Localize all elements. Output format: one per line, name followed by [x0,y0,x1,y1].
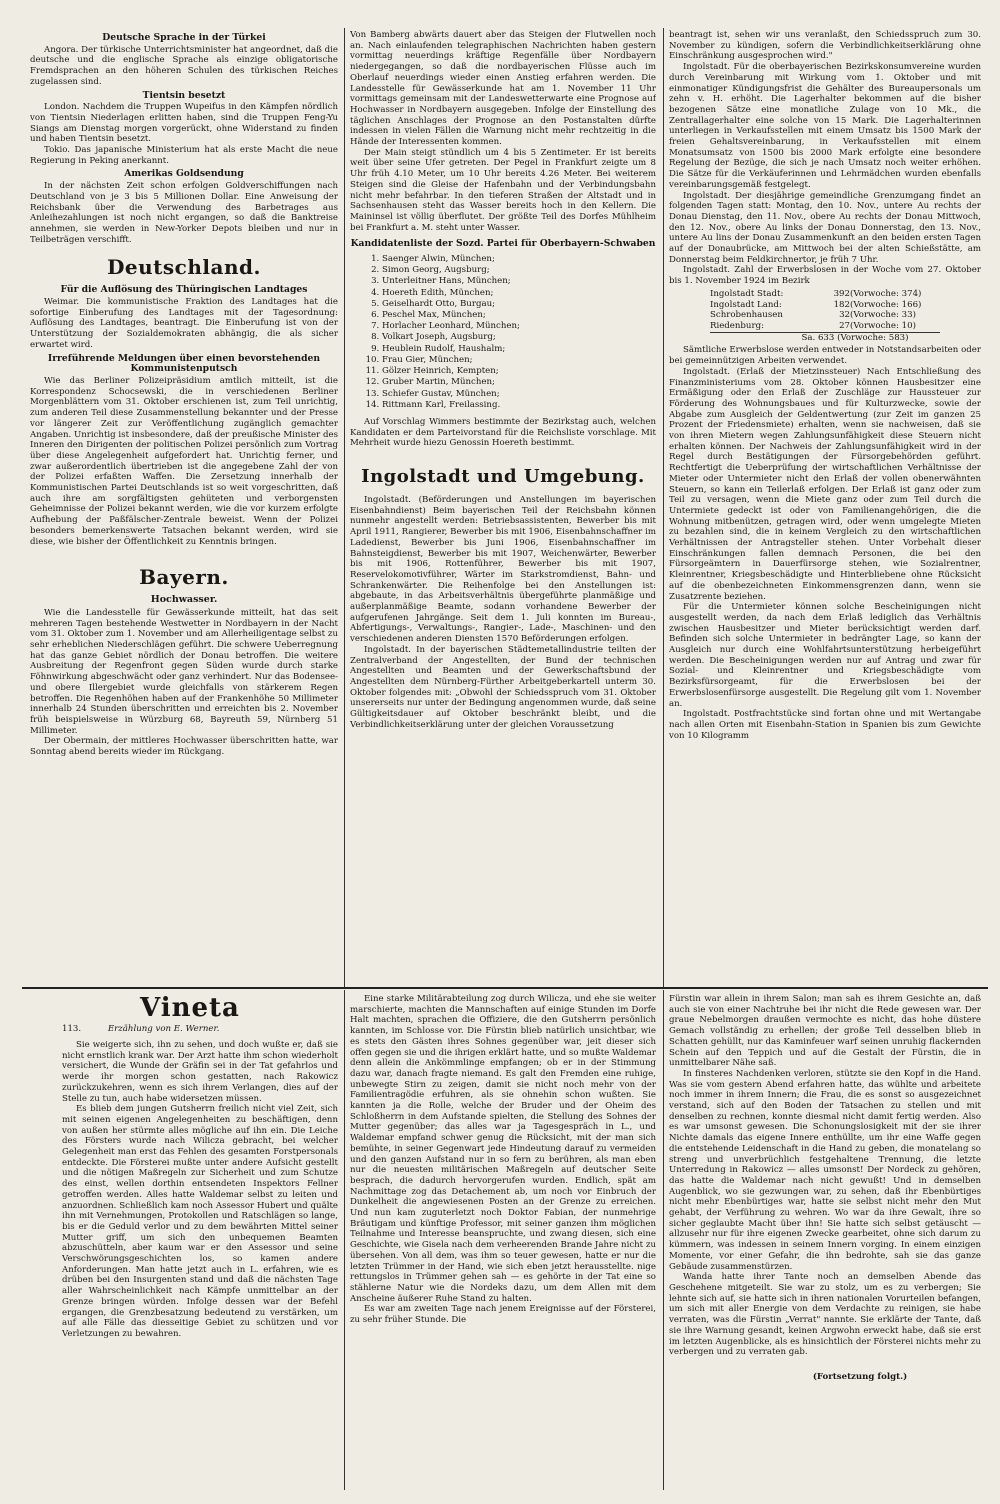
article-ingolstadt-2: Ingolstadt. In der bayerischen Städtemetallindustrie teilten der Zentralverband der Angestellten, der Bund der technischen Angestellten und Beamten und der Gewerkschaftsbund der Angestellten dem Nürnberg-Fürther Arbeitgeberkartell unterm 30. Oktober folgendes mit: „Obwohl der Schiedsspruch vom 31. Oktober unsererseits nur unter der Bedingung angenommen wurde, daß seine Gültigkeitsdauer auf Oktober beschränkt bleibt, und die Verbindlichkeitserklärung unter der gleichen Voraussetzung [350,644,656,730]
section-divider [22,987,988,989]
serial-number: 113. [62,1024,82,1034]
list-item: 7. Horlacher Leonhard, München; [382,321,656,332]
article-tokio: Tokio. Das japanische Ministerium hat als erste Macht die neue Regierung in Peking anerkannt. [30,145,338,166]
serial-column-2 [350,994,656,1494]
column-rule-4 [663,990,664,1490]
list-item: 1. Saenger Alwin, München; [382,254,656,265]
serial-paragraph-5: Fürstin war allein in ihrem Salon; man sah es ihrem Gesichte an, daß auch sie von einer Nachtruhe bei ihr nicht die Rede gewesen war. Der graue Nebelmorgen draußen vermochte es nicht, das hohe düstere Gemach vollständig zu erhellen; der große Teil desselben blieb in Schatten gehüllt, nur das Kaminfeuer warf seinen unruhig flackernden Schein auf den Teppich und auf die Gestalt der Fürstin, die in unmittelbarer Nähe saß. [669,994,981,1069]
serial-paragraph-7: Wanda hatte ihrer Tante noch an demselben Abende das Geschehene mitgeteilt. Sie war zu stolz, um es zu verbergen; Sie lehnte sich auf, sie hatte sich in ihren nationalen Vorurteilen befangen, um sich mit aller Energie von dem Verdachte zu reinigen, sie habe verraten, was die Fürstin „Verrat" nannte. Sie erklärte der Tante, daß sie ihre Warnung gesandt, keinen Argwohn erweckt habe, daß sie erst im letzten Augenblicke, als es hinsichtlich der Försterei nichts mehr zu verbergen und zu verraten gab. [669,1272,981,1358]
table-row: Ingolstadt Land: 182 (Vorwoche: 166) [710,299,922,310]
serial-paragraph-2: Es blieb dem jungen Gutsherrn freilich nicht viel Zeit, sich mit seinen eigenen Angelegenheiten zu beschäftigen, denn von außen her stürmte alles mögliche auf ihn ein. Die Leiche des Försters wurde nach Wilicza gebracht, bei welcher Gelegenheit man erst das Fehlen des gesamten Forstpersonals entdeckte. Die Försterei mußte unter andere Aufsicht gestellt und die nötigen Maßregeln zur Sicherheit und zum Schutze des einst, wellen dorthin entsendeten Inspektors Fellner getroffen werden. Alles hatte Waldemar selbst zu leiten und anzuordnen. Schließlich kam noch Assessor Hubert und quälte ihn mit Vernehmungen, Protokollen und Ratschlägen so lange, bis er die Geduld verlor und zu dem bewährten Mittel seiner Mutter griff, um sich den unbequemen Beamten abzuschütteln, aber kaum war er den Assessor und seine Verschwörungsgeschichten los, so kamen andere Anforderungen. Man hatte jetzt auch in L. erfahren, wie es drüben bei den Insurgenten stand und daß die nächsten Tage aller Wahrscheinlichkeit nach Kämpfe unmittelbar an der Grenze bringen würden. Infolge dessen war der Befehl ergangen, die Grenzbesatzung bedeutend zu verstärken, um auf alle Fälle das diesseitige Gebiet zu schützen und vor Verletzungen zu bewahren. [62,1104,338,1339]
serial-paragraph-3: Eine starke Militärabteilung zog durch Wilicza, und ehe sie weiter marschierte, machten die Mannschaften auf einige Stunden im Dorfe Halt machten, sprachen die Offiziere, die den Gutsherrn persönlich kannten, im Schlosse vor. Die Fürstin blieb natürlich unsichtbar, wie es stets den Gästen ihres Sohnes gegenüber war, jeit dieser sich offen gegen sie und die ihrigen erklärt hatte, und so mußte Waldemar denn allein die Ankömmlinge empfangen; ob er in der Stimmung dazu war, danach fragte niemand. Es galt den Fremden eine ruhige, unbewegte Stirn zu zeigen, damit sie nicht noch mehr von der Familientragödie erfuhren, als sie ohnehin schon wußten. Sie kannten ja die Rolle, welche der Bruder und der Oheim des Schloßherrn in dem Aufstande spielten, die Stellung des Sohnes der Mutter gegenüber; das alles war ja Tagesgespräch in L., und Waldemar empfand schwer genug die Rücksicht, mit der man sich bemühte, in seiner Gegenwart jede Hindeutung darauf zu vermeiden und den ganzen Aufstand nur in so fern zu berühren, als man eben nur die neuesten militärischen Maßregeln auf deutscher Seite besprach, die dadurch hervorgerufen wurden. Endlich, spät am Nachmittage zog das Detachement ab, um noch vor Einbruch der Dunkelheit die angewiesenen Posten an der Grenze zu erreichen. Und nun kam zuguterletzt noch Doktor Fabian, der nunmehrige Bräutigam und künftige Professor, mit seiner ganzen ihm möglichen Teilnahme und Interesse beanspruchte, und zwang diesen, sich eine Geschichte, wie Gisela nach dem verheerenden Brande Jahre nicht zu übersehen. Von all dem, was ihm so teuer gewesen, hatte er nur die letzten Trümmer in der Hand, wie sich eben jetzt herausstellte. nige rettungslos in Trümmer gehen sah — es gehörte in der Tat eine so stählerne Natur wie die Nordeks dazu, um dem Allen mit dem Anscheine äußerer Ruhe Stand zu halten. [350,994,656,1304]
table-row: Schrobenhausen 32 (Vorwoche: 33) [710,310,916,321]
serial-title: Vineta [140,993,240,1023]
list-item: 12. Gruber Martin, München; [382,377,656,388]
headline-tientsin: Tientsin besetzt [142,89,226,101]
headline-kandidaten: Kandidatenliste der Sozd. Partei für Oberbayern-Schwaben [350,238,656,250]
list-item: 8. Volkart Joseph, Augsburg; [382,332,656,343]
article-weimar: Weimar. Die kommunistische Fraktion des Landtages hat die sofortige Einberufung des Landtages mit der Tagesordnung: Auflösung des Landtages, beantragt. Die Einberufung ist von der Unterstützung der Sozialdemokraten abhängig, die als sicher erwartet wird. [30,297,338,350]
column-1 [30,30,338,985]
article-beantragt: beantragt ist, sehen wir uns veranlaßt, den Schiedsspruch zum 30. November zu kündigen, sofern die Verbindlichkeitserklärung ohne Einschränkung ausgesprochen wird." [669,30,981,62]
serial-column-1 [62,1040,338,1495]
article-london: London. Nachdem die Truppen Wupeifus in den Kämpfen nördlich von Tientsin Niederlagen erlitten haben, sind die Truppen Feng-Yu Siangs am Dienstag morgen vorgerückt, ohne Widerstand zu finden und haben Tientsin besetzt. [30,102,338,145]
serial-paragraph-4: Es war am zweiten Tage nach jenem Ereignisse auf der Försterei, zu sehr früher Stunde. Die [350,1304,656,1326]
headline-turkei: Deutsche Sprache in der Türkei [102,32,266,43]
table-row: Riedenburg: 27 (Vorwoche: 10) [710,321,940,333]
list-item: 6. Peschel Max, München; [382,310,656,321]
article-saemtliche: Sämtliche Erwerbslose werden entweder in Notstandsarbeiten oder bei gemeinnützigen Arbeiten verwendet. [669,345,981,367]
article-putsch: Wie das Berliner Polizeipräsidium amtlich mitteilt, ist die Korrespondenz Schocsewski, die in verschiedenen Berliner Morgenblättern vom 31. Oktober erschienen ist, zum Teil unrichtig, zum anderen Teil diese Zusammenstellung bekannter und der Presse vor längerer Zeit zur Veröffentlichung zugänglich gemachter Angaben. Unrichtig ist insbesondere, daß der preußische Minister des Inneren den Dirigenten der politischen Polizei persönlich zum Vortrag über diese Angelegenheit aufgefordert hat. Unrichtig ferner, und zwar außerordentlich übertrieben ist die angegebene Zahl der von der Polizei erfaßten Waffen. Die Zersetzung innerhalb der Kommunistischen Partei Deutschlands ist so weit vorgeschritten, daß auch ihre am sorgfältigsten gehüteten und verborgensten Geheimnisse der Polizei bekannt werden, wie die vor kurzem erfolgte Aufhebung der Paßfälscher-Zentrale beweist. Wenn der Polizei besonders bemerkenswerte Tatsachen bekannt werden, wird sie diese, wie bisher der Öffentlichkeit zu Kenntnis bringen. [30,375,338,547]
article-hochwasser: Wie die Landesstelle für Gewässerkunde mitteilt, hat das seit mehreren Tagen bestehende Westwetter in Nordbayern in der Nacht vom 31. Oktober zum 1. November und am Allerheiligentage selbst zu sehr erheblichen Niederschlägen geführt. Die schwere Ueberregnung hat das ganze Gebiet nördlich der Donau betroffen. Die weitere Ausbreitung der Regenfront gegen Süden wurde durch starke Föhnwirkung abgeschwächt oder ganz verhindert. Nur das Bodensee- und obere Illergebiet wurde gleichfalls von stärkerem Regen betroffen. Die Regenhöhen haben auf der Frankenhöhe 50 Millimeter innerhalb 24 Stunden überschritten und erreichten bis 2. November früh beispielsweise in Würzburg 68, Bayreuth 59, Nürnberg 51 Millimeter. [30,607,338,736]
article-untermieter: Für die Untermieter können solche Bescheinigungen nicht ausgestellt werden, da nach dem Erlaß lediglich das Verhältnis zwischen Hausbesitzer und Mieter berücksichtigt werden darf. Befinden sich solche Untermieter in bedrängter Lage, so kann der Ausgleich nur durch eine Wohlfahrtsunterstützung herbeigeführt werden. Die Bescheinigungen werden nur auf Antrag und zwar für Sozial- und Kleinrentner und Kriegsbeschädigte vom Bezirksfürsorgeamt, für die Erwerbslosen bei der Erwerbslosenfürsorge ausgestellt. Die Regelung gilt vom 1. November an. [669,602,981,709]
article-ingolstadt-7: Ingolstadt. Postfrachtstücke sind fortan ohne und mit Wertangabe nach allen Orten mit Eisenbahn-Station in Spanien bis zum Gewichte von 10 Kilogramm [669,709,981,741]
column-rule-3 [344,990,345,1490]
list-item: 11. Gölzer Heinrich, Kempten; [382,366,656,377]
list-item: 13. Schiefer Gustav, München; [382,389,656,400]
article-main: Der Main steigt stündlich um 4 bis 5 Zentimeter. Er ist bereits weit über seine Ufer getreten. Der Pegel in Frankfurt zeigte um 8 Uhr früh 4.10 Meter, um 10 Uhr bereits 4.26 Meter. Bei weiterem Steigen sind die Gleise der Hafenbahn und der Verbindungsbahn nicht mehr befahrbar. In den tieferen Straßen der Altstadt und in Sachsenhausen steht das Wasser bereits hoch in den Kellern. Die Maininsel ist völlig überflutet. Der größte Teil des Dorfes Mühlheim bei Frankfurt a. M. steht unter Wasser. [350,147,656,233]
column-rule-2 [663,28,664,988]
erwerbslose-table [669,289,981,344]
section-deutschland: Deutschland. [107,255,261,280]
headline-amerika: Amerikas Goldsendung [124,168,244,180]
list-item: 14. Rittmann Karl, Freilassing. [382,400,656,411]
kandidaten-list [350,254,656,411]
article-bamberg: Von Bamberg abwärts dauert aber das Steigen der Flutwellen noch an. Nach einlaufenden telegraphischen Nachrichten haben gestern vormittag neuerdings kräftige Regenfälle über Nordbayern niedergegangen, so daß die nordbayerischen Flüsse auch im Oberlauf neuerdings wieder einen Anstieg erfahren werden. Die Landesstelle für Gewässerkunde hat am 1. November 11 Uhr vormittags gemeinsam mit der Landeswetterwarte eine Prognose auf Hochwasser in Nordbayern ausgegeben. Infolge der Einstellung des täglichen Anschlages der Prognose an den Postanstalten dürfte indessen in vielen Fällen die Warnung nicht mehr rechtzeitig in die Hände der Interessenten kommen. [350,30,656,148]
column-3 [669,30,981,985]
list-item: 2. Simon Georg, Augsburg; [382,265,656,276]
serial-header [62,1024,219,1034]
headline-thueringen: Für die Auflösung des Thüringischen Landtages [60,284,308,296]
list-item: 4. Hoereth Edith, München; [382,288,656,299]
article-vorschlag: Auf Vorschlag Wimmers bestimmte der Bezirkstag auch, welchen Kandidaten er dem Parteivorstand für die Reichsliste vorschlage. Mit Mehrheit wurde hiezu Genossin Hoereth bestimmt. [350,416,656,449]
section-ingolstadt: Ingolstadt und Umgebung. [361,466,645,488]
serial-paragraph-6: In finsteres Nachdenken verloren, stützte sie den Kopf in die Hand. Was sie vom gestern Abend erfahren hatte, das wühlte und arbeitete noch immer in ihrem Innern; die Frau, die es sonst so ausgezeichnet verstand, sich auf den Boden der Tatsachen zu stellen und mit denselben zu rechnen, konnte diesmal nicht damit fertig werden. Also es war umsonst gewesen. Die Schonungslosigkeit mit der sie ihrer Nichte damals das eigene Innere enthüllte, um ihr eine Waffe gegen die entstehende Leidenschaft in die Hand zu geben, die monatelang so streng und unverbrüchlich festgehaltene Trennung, die letzte Unterredung in Rakowicz — alles umsonst! Der Nordeck zu gehören, das hatte die Waldemar nach nicht gewußt! Und in demselben Augenblick, wo sie gezwungen war, zu sehen, daß ihr Ebenbürtiges nicht mehr Ebenbürtiges war, hatte sie selbst nicht mehr den Mut gehabt, der Verführung zu wehren. Wo war da ihre Gewalt, ihre so sicher geglaubte Macht über ihn! Sie hatte sich selbst getäuscht — allzusehr nur für ihre eigenen Zwecke gearbeitet, ohne sich darum zu kümmern, was indessen in seinem Innern vorging. In einem einzigen Momente, vor einer Gefahr, die ihn bedrohte, sah sie das ganze Gebäude zusammenstürzen. [669,1068,981,1272]
article-ingolstadt-1: Ingolstadt. (Beförderungen und Anstellungen im bayerischen Eisenbahndienst) Beim bayerischen Teil der Reichsbahn können nunmehr angestellt werden: Betriebsassistenten, Bewerber bis mit April 1911, Rangierer, Bewerber bis mit 1906, Eisenbahnschaffner im Ladedienst, Bewerber bis Juni 1906, Eisenbahnschaffner im Bahnsteigdienst, Bewerber bis mit 1907, Weichenwärter, Bewerber bis mit 1906, Rottenführer, Bewerber bis mit 1907, Reservelokomotivführer, Wärter im Starkstromdienst, Bahn- und Schrankenwärter. Die Reihenfolge bei den Anstellungen ist: abgebaute, in das Arbeitsverhältnis übergeführte planmäßige und außerplanmäßige Beamte, sodann vorhandene Bewerber der aufgerufenen Jahrgänge. Seit dem 1. Juli konnten im Bureau-, Abfertigungs-, Verwaltungs-, Rangier-, Lade-, Maschinen- und den verschiedenen anderen Diensten 1570 Beförderungen erfolgen. [350,495,656,645]
table-row: Ingolstadt Stadt: 392 (Vorwoche: 374) [710,288,922,299]
list-item: 10. Frau Gier, München; [382,355,656,366]
column-2 [350,30,656,985]
article-ingolstadt-6: Ingolstadt. (Erlaß der Mietzinssteuer) Nach Entschließung des Finanzministeriums vom 28. Oktober können Hausbesitzer eine Ermäßigung oder den Erlaß der Zuschläge zur Haussteuer zur Förderung des Wohnungsbaues und für Kulturzwecke, sowie der Abgabe zum Ausgleich der Geldentwertung (zur Zeit im ganzen 25 Prozent der Friedensmiete) erhalten, wenn sie nachweisen, daß sie von ihren Mietern wegen Zahlungsunfähigkeit diese Steuern nicht erhalten können. Der Nachweis der Zahlungsunfähigkeit wird in der Regel durch Bestätigungen der Fürsorgebehörden geführt. Rechtfertigt die Ueberprüfung der wirtschaftlichen Verhältnisse der Mieter oder Untermieter nicht den Erlaß der vollen obenerwähnten Steuern, so kann ein Teilerlaß erfolgen. Der Erlaß ist ganz oder zum Teil zu versagen, wenn die Miete ganz oder zum Teil durch die Untermiete gedeckt ist oder von Familienangehörigen, die die Wohnung mitbenützen, getragen wird, oder wenn umgelegte Mieten zu bezahlen sind, die in keinem Vergleich zu den wirtschaftlichen Verhältnissen der Antragsteller stehen. Unter Vorbehalt dieser Einschränkungen fallen demnach Personen, die bei den Fürsorgeämtern in Dauerfürsorge stehen, wie Sozialrentner, Kleinrentner, Kriegsbeschädigte und Hinterbliebene ohne Rücksicht auf die obenbezeichneten Einkommensgrenzen dann, wenn sie Zusatzrente beziehen. [669,366,981,602]
article-obermain: Der Obermain, der mittleres Hochwasser überschritten hatte, war Sonntag abend bereits wieder im Rückgang. [30,736,338,758]
serial-byline: Erzählung von E. Werner. [107,1024,220,1034]
section-bayern: Bayern. [139,565,229,590]
list-item: 3. Unterleitner Hans, München; [382,276,656,287]
continuation-note: (Fortsetzung folgt.) [812,1371,908,1382]
article-ingolstadt-4: Ingolstadt. Der diesjährige gemeindliche Grenzumgang findet an folgenden Tagen statt: Montag, den 10. Nov., untere Au rechts der Donau Dienstag, den 11. Nov., obere Au rechts der Donau Mittwoch, den 12. Nov., obere Au links der Donau Donnerstag, den 13. Nov., untere Au lins der Donau Zusammenkunft an den beiden ersten Tagen auf der Donaubrücke, am Mittwoch bei der alten Schießstätte, am Donnerstag beim Feldkirchnertor, je früh 7 Uhr. [669,190,981,265]
list-item: 9. Heublein Rudolf, Haushalm; [382,344,656,355]
article-ingolstadt-3: Ingolstadt. Für die oberbayerischen Bezirkskonsumvereine wurden durch Vereinbarung mit Wirkung vom 1. Oktober und mit einmonatiger Kündigungsfrist die Gehälter des Bureaupersonals um zehn v. H. erhöht. Die Lagerhalter bekommen auf die bisher bezogenen Sätze eine monatliche Zulage von 10 Mk., die Zentrallagerhalter eine solche von 15 Mark. Die Lagerhalterinnen unterliegen in Verkaufsstellen mit einem Umsatz bis 1500 Mark der freien Gehaltsvereinbarung, in Verkaufsstellen mit einem Monatsumsatz von 1500 bis 2000 Mark erfolgte eine besondere Regelung der Bezüge, die sich je nach Umsatz noch weiter erhöhen. Die Sätze für die Verkäuferinnen und Lehrmädchen wurden ebenfalls vereinbarungsgemäß festgelegt. [669,62,981,190]
article-turkei: Angora. Der türkische Unterrichtsminister hat angeordnet, daß die deutsche und die englische Sprache als einzige obligatorische Fremdsprachen an den höheren Schulen des türkischen Reiches zugelassen sind. [30,44,338,87]
list-item: 5. Geiselhardt Otto, Burgau; [382,299,656,310]
headline-hochwasser: Hochwasser. [150,594,218,606]
headline-irrefuehrend: Irreführende Meldungen über einen bevorstehenden Kommunistenputsch [47,352,321,375]
serial-column-3 [669,994,981,1494]
table-sum-row: Sa. 633 (Vorwoche: 583) [801,332,909,343]
article-ingolstadt-5: Ingolstadt. Zahl der Erwerbslosen in der Woche vom 27. Oktober bis 1. November 1924 im Bezirk [669,265,981,287]
serial-paragraph-1: Sie weigerte sich, ihn zu sehen, und doch wußte er, daß sie nicht ernstlich krank war. Der Arzt hatte ihm schon wiederholt versichert, die Wunde der Gräfin sei in der Tat gefahrlos und werde ihr morgen schon gestatten, nach Rakowicz zurückzukehren, wenn es sich ihrem Verlangen, dies auf der Stelle zu tun, auch habe widersetzen müssen. [62,1040,338,1104]
column-rule-1 [344,28,345,988]
article-amerika: In der nächsten Zeit schon erfolgen Goldverschiffungen nach Deutschland von je 3 bis 5 Millionen Dollar. Eine Anweisung der Reichsbank über die Verwendung des Barbetrages aus Anleihezahlungen ist noch nicht ergangen, so daß die Banktreise annehmen, sie werden in New-Yorker Depots bleiben und nur in Teilbeträgen verschifft. [30,181,338,245]
